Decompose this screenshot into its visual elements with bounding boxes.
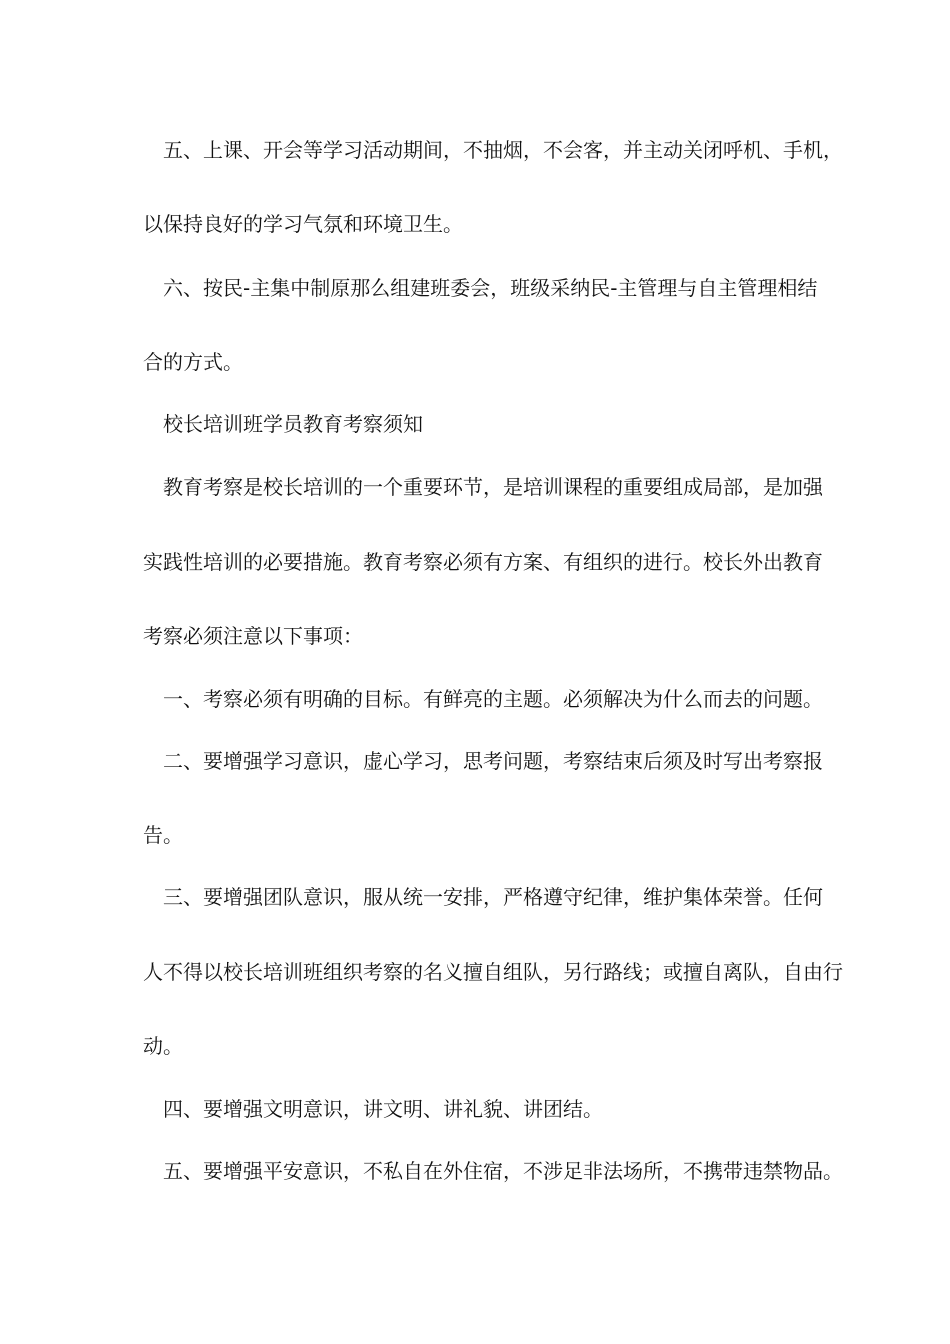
intro-paragraph-line-3: 考察必须注意以下事项： bbox=[143, 624, 363, 648]
item-2-line-1: 二、要增强学习意识，虚心学习，思考问题，考察结束后须及时写出考察报 bbox=[163, 749, 823, 773]
section-title: 校长培训班学员教育考察须知 bbox=[163, 412, 423, 436]
paragraph-rule-6-line-1: 六、按民-主集中制原那么组建班委会，班级采纳民-主管理与自主管理相结 bbox=[163, 276, 818, 300]
item-3-line-3: 动。 bbox=[143, 1034, 183, 1058]
intro-paragraph-line-2: 实践性培训的必要措施。教育考察必须有方案、有组织的进行。校长外出教育 bbox=[143, 550, 823, 574]
intro-paragraph-line-1: 教育考察是校长培训的一个重要环节，是培训课程的重要组成局部，是加强 bbox=[163, 475, 823, 499]
item-3-line-2: 人不得以校长培训班组织考察的名义擅自组队，另行路线；或擅自离队，自由行 bbox=[143, 960, 843, 984]
item-2-line-2: 告。 bbox=[143, 823, 183, 847]
paragraph-rule-5-line-2: 以保持良好的学习气氛和环境卫生。 bbox=[143, 212, 463, 236]
item-4-line-1: 四、要增强文明意识，讲文明、讲礼貌、讲团结。 bbox=[163, 1097, 603, 1121]
item-3-line-1: 三、要增强团队意识，服从统一安排，严格遵守纪律，维护集体荣誉。任何 bbox=[163, 885, 823, 909]
paragraph-rule-6-line-2: 合的方式。 bbox=[143, 350, 243, 374]
paragraph-rule-5-line-1: 五、上课、开会等学习活动期间，不抽烟，不会客，并主动关闭呼机、手机， bbox=[163, 138, 843, 162]
item-1-line-1: 一、考察必须有明确的目标。有鲜亮的主题。必须解决为什么而去的问题。 bbox=[163, 687, 823, 711]
item-5-line-1: 五、要增强平安意识，不私自在外住宿，不涉足非法场所，不携带违禁物品。 bbox=[163, 1159, 843, 1183]
